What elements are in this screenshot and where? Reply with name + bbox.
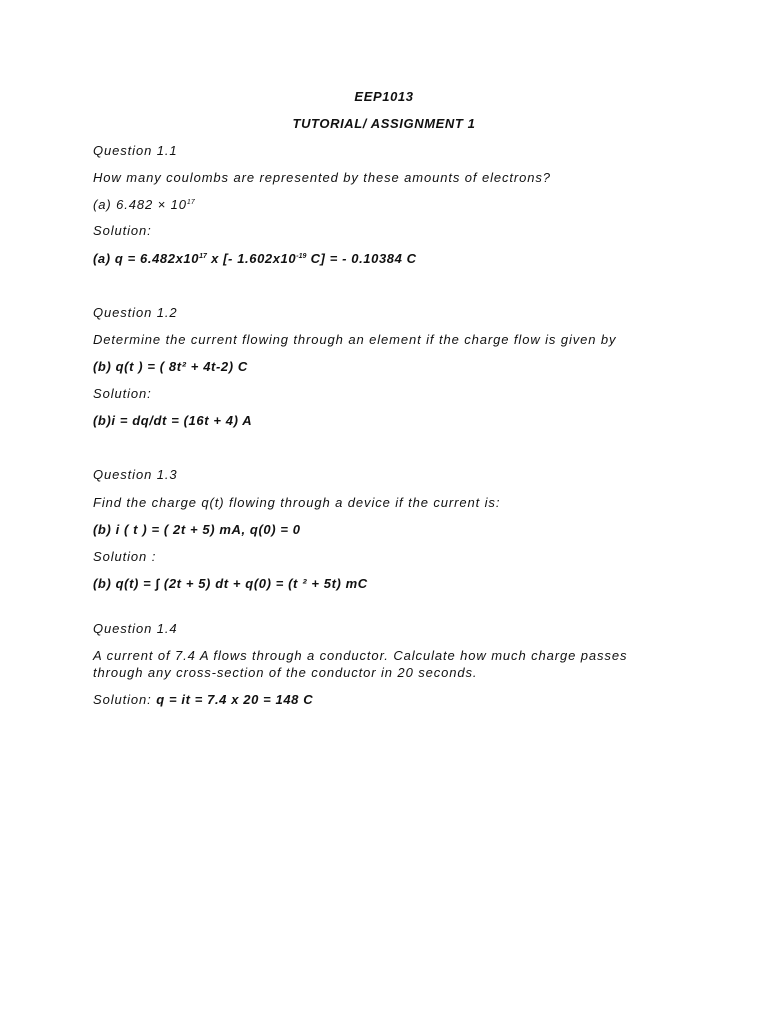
answer-a-part2: x [- 1.602x10 [206, 251, 297, 266]
question-1-4-solution-label: Solution: [93, 692, 157, 707]
question-1-3-part-b: (b) i ( t ) = ( 2t + 5) mA, q(0) = 0 [93, 522, 301, 537]
question-1-1-part-a [93, 196, 195, 213]
question-1-4-answer: q = it = 7.4 x 20 = 148 C [156, 692, 314, 707]
question-1-2-prompt: Determine the current flowing through an element if the charge flow is given by [93, 332, 617, 347]
question-1-1-label: Question 1.1 [93, 143, 178, 158]
course-code: EEP1013 [354, 89, 414, 104]
part-a-base: (a) 6.482 × 10 [93, 197, 187, 212]
question-1-2-answer: (b)i = dq/dt = (16t + 4) A [93, 413, 253, 428]
question-1-3-solution-label: Solution : [93, 549, 157, 564]
question-1-1-solution-label: Solution: [93, 223, 152, 238]
question-1-1-answer [93, 250, 417, 267]
answer-a-part1: (a) q = 6.482x10 [93, 251, 200, 266]
question-1-2-part-b: (b) q(t ) = ( 8t² + 4t-2) C [93, 359, 248, 374]
question-1-2-solution-label: Solution: [93, 386, 152, 401]
question-1-4-prompt: A current of 7.4 A flows through a conductor. Calculate how much charge passes through any cross-section of the conductor in 20 seconds. [93, 648, 628, 680]
answer-a-exp2: -19 [296, 253, 307, 260]
question-1-3-label: Question 1.3 [93, 467, 178, 482]
question-1-4-label: Question 1.4 [93, 621, 178, 636]
question-1-4-solution [93, 691, 313, 708]
answer-a-part3: C] = - 0.10384 C [306, 251, 417, 266]
question-1-3-answer: (b) q(t) = ∫ (2t + 5) dt + q(0) = (t ² + 5t) mC [93, 576, 368, 591]
question-1-1-prompt: How many coulombs are represented by these amounts of electrons? [93, 170, 551, 185]
page-title: TUTORIAL/ ASSIGNMENT 1 [292, 116, 476, 131]
part-a-exponent: 17 [186, 199, 195, 206]
question-1-2-label: Question 1.2 [93, 305, 178, 320]
answer-a-exp1: 17 [199, 253, 207, 260]
question-1-3-prompt: Find the charge q(t) flowing through a device if the current is: [93, 495, 501, 510]
